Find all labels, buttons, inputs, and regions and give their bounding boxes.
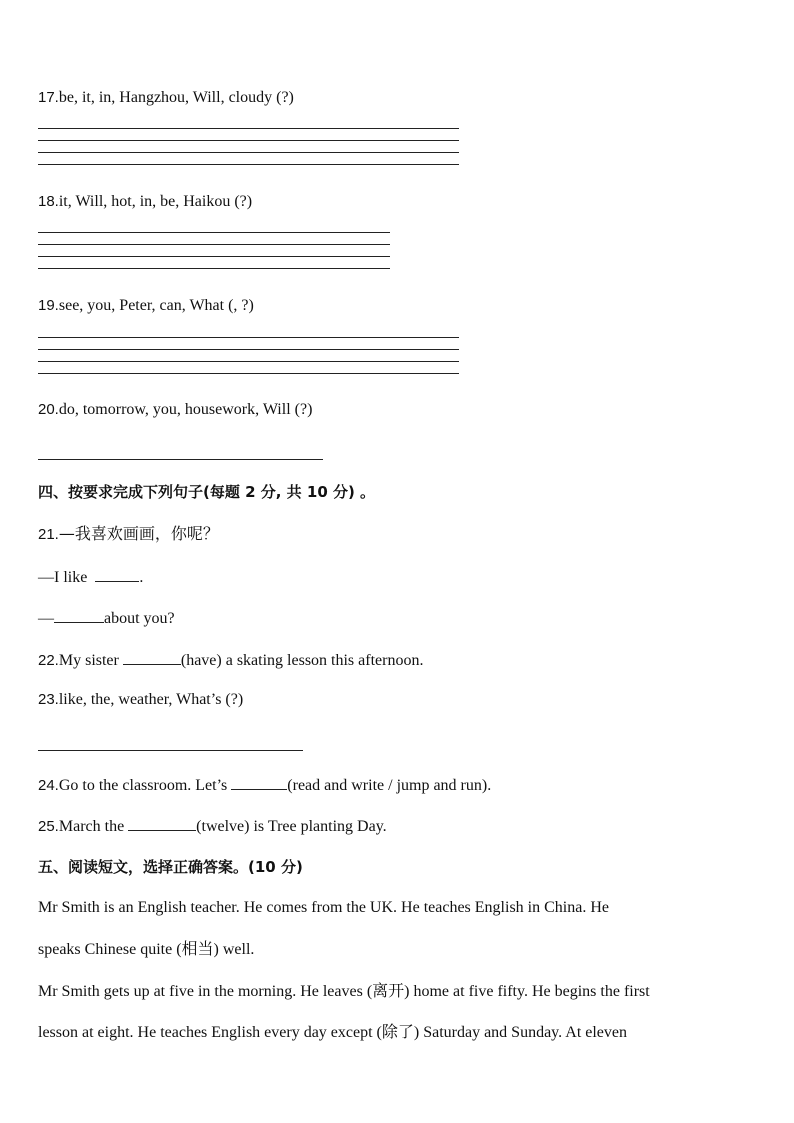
- question-text: (have) a skating lesson this afternoon.: [180, 652, 424, 669]
- answer-blank[interactable]: [54, 607, 104, 623]
- answer-line: [38, 268, 390, 269]
- answer-line: [38, 256, 390, 257]
- question-number: 22.: [38, 652, 59, 669]
- section-heading: 五、阅读短文，选择正确答案。(10 分): [38, 858, 303, 876]
- question-17: [38, 88, 294, 108]
- passage-line: Mr Smith is an English teacher. He comes from the UK. He teaches English in China. He: [38, 899, 609, 916]
- section-heading: 四、按要求完成下列句子(每题 2 分, 共 10 分) 。: [38, 483, 376, 501]
- question-text: (twelve) is Tree planting Day.: [196, 818, 387, 835]
- passage-line: Mr Smith gets up at five in the morning. He leaves (离开) home at five fifty. He begins the first: [38, 983, 650, 1000]
- answer-blank[interactable]: [95, 566, 139, 582]
- answer-blank[interactable]: [123, 649, 181, 665]
- question-number: 24.: [38, 777, 59, 794]
- answer-line: [38, 373, 459, 374]
- question-text: (read and write / jump and run).: [287, 777, 492, 794]
- passage-line: lesson at eight. He teaches English every day except (除了) Saturday and Sunday. At eleven: [38, 1024, 628, 1041]
- q21-dialog-line-2: [38, 607, 175, 629]
- question-number: 25.: [38, 818, 59, 835]
- question-22: [38, 649, 423, 671]
- question-number: 19.: [38, 297, 59, 314]
- question-23: [38, 690, 243, 710]
- passage-line: speaks Chinese quite (相当) well.: [38, 941, 255, 958]
- question-text: like, the, weather, What’s (?): [58, 691, 244, 708]
- answer-line: [38, 140, 459, 141]
- dialog-text: —I like: [38, 569, 88, 586]
- answer-line: [38, 164, 459, 165]
- dialog-text: about you?: [104, 610, 175, 627]
- q21-dialog-line-1: [38, 566, 143, 588]
- question-24: [38, 774, 491, 796]
- answer-line: [38, 232, 390, 233]
- answer-line: [38, 750, 303, 751]
- question-text: —我喜欢画画，你呢？: [58, 524, 219, 543]
- answer-blank[interactable]: [231, 774, 287, 790]
- dialog-text: —: [38, 610, 54, 627]
- question-text: do, tomorrow, you, housework, Will (?): [58, 401, 313, 418]
- question-number: 21.: [38, 526, 59, 543]
- dialog-text: .: [139, 569, 144, 586]
- question-20: [38, 400, 312, 420]
- question-18: [38, 192, 252, 212]
- answer-blank[interactable]: [128, 815, 196, 831]
- question-number: 20.: [38, 401, 59, 418]
- question-number: 17.: [38, 89, 59, 106]
- answer-line: [38, 128, 459, 129]
- question-number: 23.: [38, 691, 59, 708]
- question-text: My sister: [58, 652, 119, 669]
- answer-line: [38, 361, 459, 362]
- answer-line: [38, 244, 390, 245]
- question-text: see, you, Peter, can, What (, ?): [58, 297, 254, 314]
- question-text: be, it, in, Hangzhou, Will, cloudy (?): [58, 89, 294, 106]
- question-text: it, Will, hot, in, be, Haikou (?): [58, 193, 253, 210]
- question-21: [38, 524, 219, 545]
- answer-line: [38, 349, 459, 350]
- question-number: 18.: [38, 193, 59, 210]
- answer-line: [38, 152, 459, 153]
- answer-line: [38, 459, 323, 460]
- question-25: [38, 815, 387, 837]
- answer-line: [38, 337, 459, 338]
- question-19: [38, 296, 254, 316]
- question-text: Go to the classroom. Let’s: [58, 777, 228, 794]
- question-text: March the: [58, 818, 125, 835]
